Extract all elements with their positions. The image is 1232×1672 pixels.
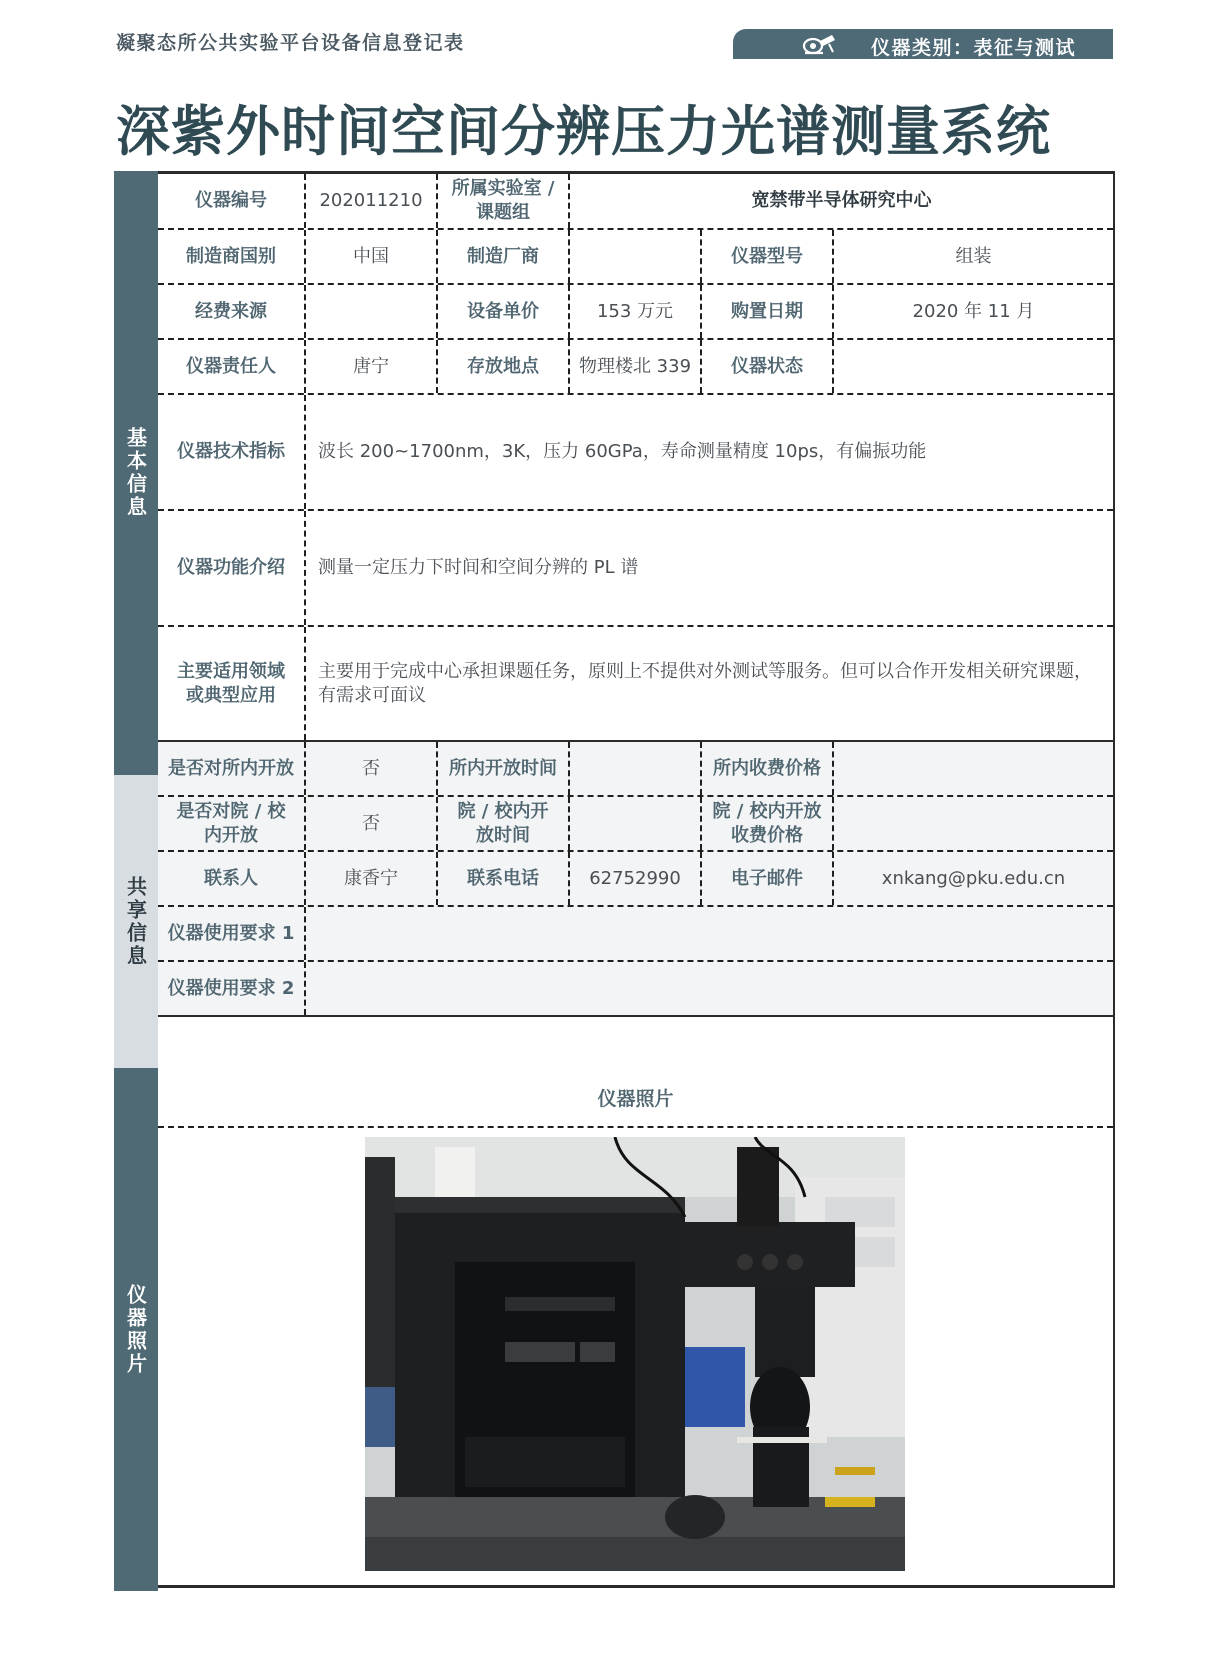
internal-time-label: 所内开放时间 [438,742,570,795]
microscope-icon [799,32,841,56]
campus-time-value [570,797,702,850]
maker-label: 制造厂商 [438,230,570,283]
fund-label: 经费来源 [158,285,306,338]
contact-value: 康香宁 [306,852,438,905]
table-row [158,174,1113,230]
status-value [834,340,1113,393]
id-label: 仪器编号 [158,174,306,228]
spec-value: 波长 200~1700nm，3K，压力 60GPa，寿命测量精度 10ps，有偏振功能 [318,441,927,462]
spec-label: 仪器技术指标 [158,395,306,509]
section-band-basic [114,171,158,775]
internal-fee-value [834,742,1113,795]
info-grid [158,174,1113,1017]
phone-value: 62752990 [570,852,702,905]
category-label: 仪器类别：表征与测试 [871,37,1077,59]
instrument-photo [365,1137,905,1571]
table-row [158,907,1113,962]
section-label-share: 共享信息 [123,875,148,968]
category-tab [733,29,1113,59]
status-label: 仪器状态 [702,340,834,393]
page-title: 深紫外时间空间分辨压力光谱测量系统 [116,100,1051,163]
date-label: 购置日期 [702,285,834,338]
campus-open-value: 否 [306,797,438,850]
contact-label: 联系人 [158,852,306,905]
internal-open-label: 是否对所内开放 [158,742,306,795]
table-row [158,285,1113,340]
fund-value [306,285,438,338]
header-org-title: 凝聚态所公共实验平台设备信息登记表 [116,32,465,54]
req2-value [306,962,1113,1015]
country-value: 中国 [306,230,438,283]
campus-time-label: 院 / 校内开放时间 [438,797,570,850]
application-value: 主要用于完成中心承担课题任务，原则上不提供对外测试等服务。但可以合作开发相关研究课题，有需求可面议 [318,660,1092,706]
table-row [158,395,1113,511]
campus-fee-value [834,797,1113,850]
function-label: 仪器功能介绍 [158,511,306,625]
model-value: 组装 [955,245,992,267]
lab-value: 宽禁带半导体研究中心 [751,190,932,211]
location-value: 物理楼北 339 [570,340,702,393]
table-row [158,230,1113,285]
owner-label: 仪器责任人 [158,340,306,393]
internal-time-value [570,742,702,795]
req2-label: 仪器使用要求 2 [158,962,306,1015]
section-label-photo: 仪器照片 [123,1283,148,1376]
table-row [158,852,1113,907]
campus-open-label: 是否对院 / 校内开放 [158,797,306,850]
table-row [158,962,1113,1017]
model-label: 仪器型号 [702,230,834,283]
price-label: 设备单价 [438,285,570,338]
table-row [158,627,1113,742]
table-row [158,340,1113,395]
section-band-photo [114,1068,158,1591]
section-band-share [114,775,158,1068]
table-row [158,797,1113,852]
table-row [158,511,1113,627]
email-label: 电子邮件 [702,852,834,905]
function-value: 测量一定压力下时间和空间分辨的 PL 谱 [318,557,639,578]
campus-fee-label: 院 / 校内开放收费价格 [702,797,834,850]
section-label-basic: 基本信息 [123,427,148,519]
price-value: 153 万元 [570,285,702,338]
application-label: 主要适用领域或典型应用 [158,627,306,740]
table-row [158,742,1113,797]
req1-value [306,907,1113,960]
maker-value [570,230,702,283]
internal-open-value: 否 [306,742,438,795]
id-value: 202011210 [306,174,438,228]
country-label: 制造商国别 [158,230,306,283]
internal-fee-label: 所内收费价格 [702,742,834,795]
phone-label: 联系电话 [438,852,570,905]
lab-label: 所属实验室 / 课题组 [438,174,570,228]
owner-value: 唐宁 [306,340,438,393]
location-label: 存放地点 [438,340,570,393]
email-value[interactable]: xnkang@pku.edu.cn [881,867,1066,889]
date-value: 2020 年 11 月 [912,300,1035,322]
photo-caption: 仪器照片 [158,1068,1113,1128]
req1-label: 仪器使用要求 1 [158,907,306,960]
